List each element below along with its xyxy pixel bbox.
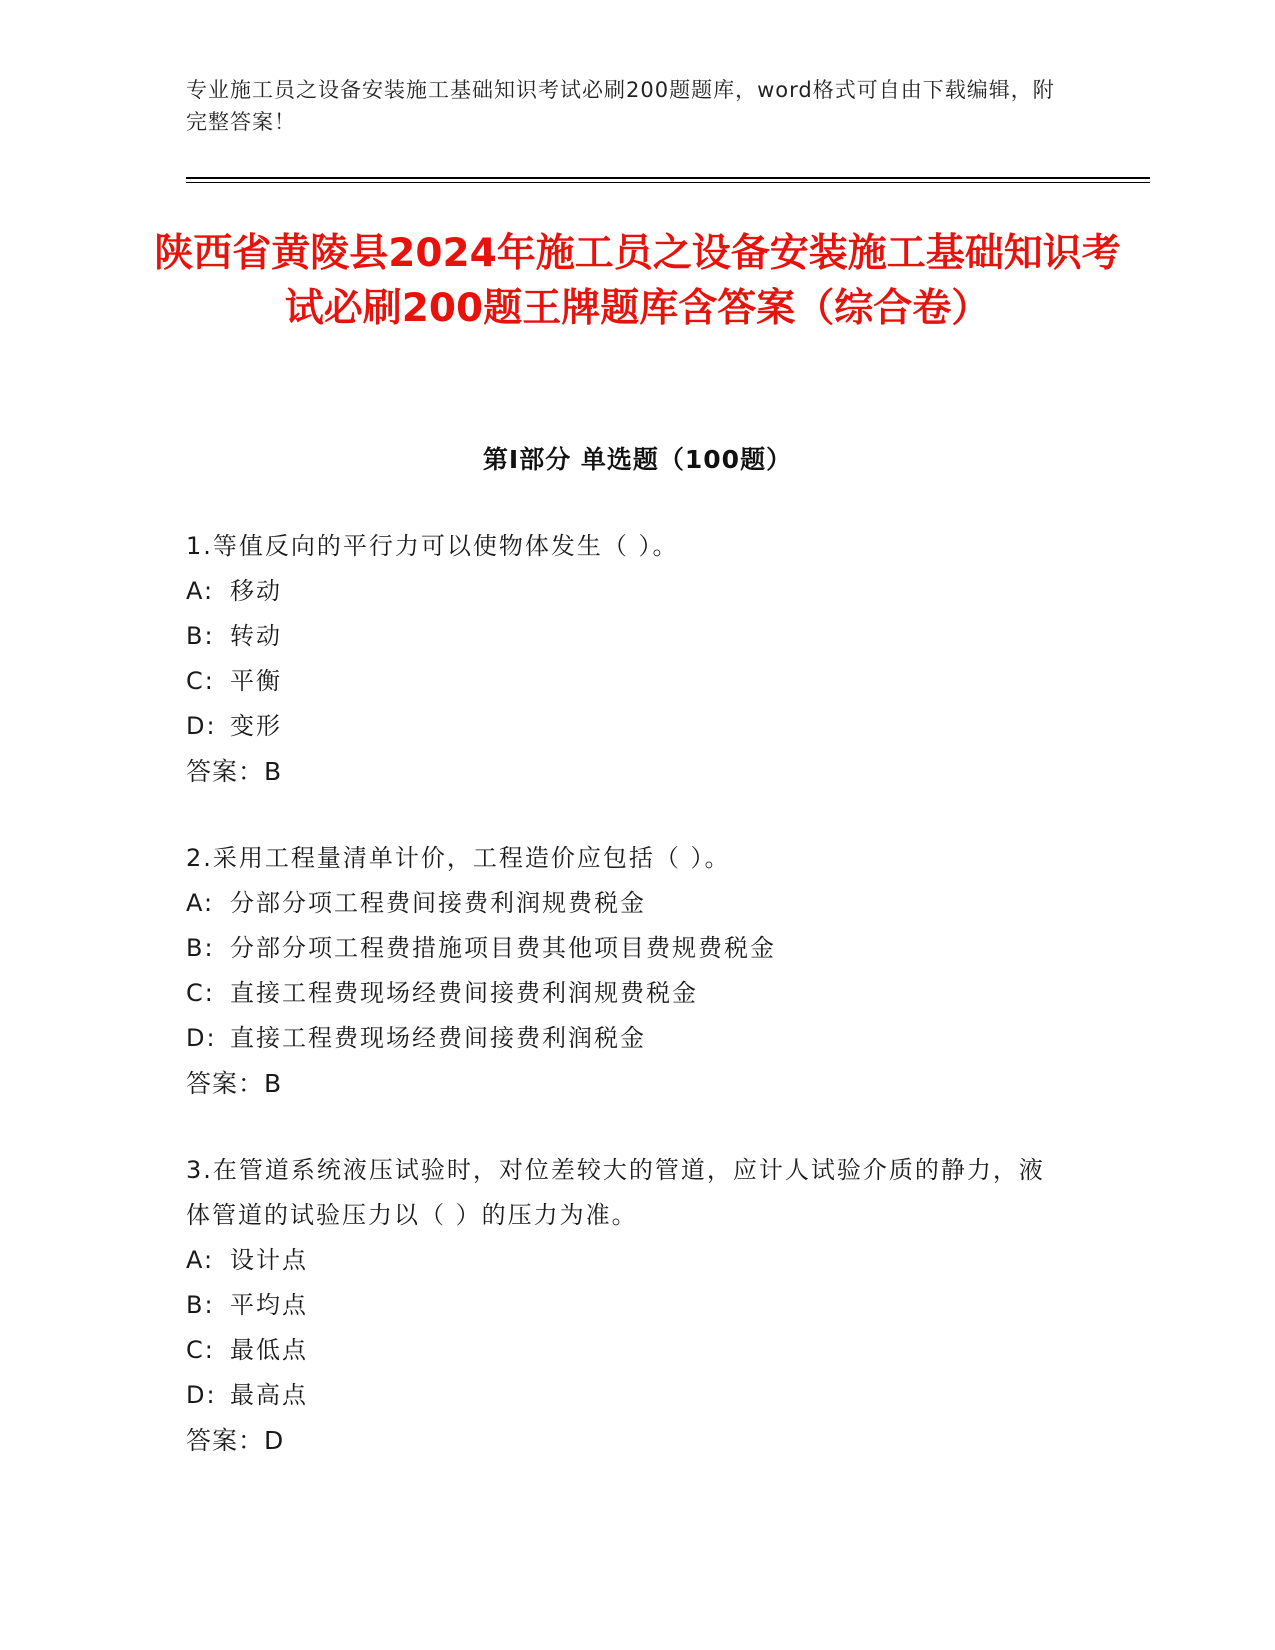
answer-line: 答案：D xyxy=(186,1426,285,1455)
option-key: C: xyxy=(186,667,215,695)
question-stem: 3.在管道系统液压试验时，对位差较大的管道，应计人试验介质的静力，液体管道的试验压力以（ ）的压力为准。 xyxy=(186,1156,1045,1229)
option-key: C: xyxy=(186,1336,215,1364)
question-stem: 1.等值反向的平行力可以使物体发生（ ）。 xyxy=(186,532,679,560)
option-c xyxy=(186,659,1066,704)
option-key: D: xyxy=(186,1024,217,1052)
option-b xyxy=(186,614,1066,659)
option-d xyxy=(186,1016,1066,1061)
option-b xyxy=(186,1283,1066,1328)
option-a xyxy=(186,1238,1066,1283)
option-text: 设计点 xyxy=(230,1246,308,1274)
option-text: 转动 xyxy=(230,622,282,650)
option-c xyxy=(186,971,1066,1016)
question-list xyxy=(186,524,1066,1463)
section-heading: 第I部分 单选题（100题） xyxy=(482,445,793,474)
option-text: 分部分项工程费措施项目费其他项目费规费税金 xyxy=(230,934,776,962)
option-key: A: xyxy=(186,577,215,605)
option-key: D: xyxy=(186,712,217,740)
option-text: 平均点 xyxy=(230,1291,308,1319)
question-stem: 2.采用工程量清单计价，工程造价应包括（ ）。 xyxy=(186,844,731,872)
option-text: 分部分项工程费间接费利润规费税金 xyxy=(230,889,646,917)
header-rule-thick xyxy=(186,177,1150,179)
header-note: 专业施工员之设备安装施工基础知识考试必刷200题题库，word格式可自由下载编辑，附完整答案！ xyxy=(186,78,1055,134)
option-key: B: xyxy=(186,934,215,962)
header-rule-thin xyxy=(186,182,1150,183)
option-key: C: xyxy=(186,979,215,1007)
option-text: 最高点 xyxy=(230,1381,308,1409)
option-key: D: xyxy=(186,1381,217,1409)
option-d xyxy=(186,704,1066,749)
option-key: A: xyxy=(186,1246,215,1274)
option-c xyxy=(186,1328,1066,1373)
option-key: B: xyxy=(186,622,215,650)
option-a xyxy=(186,881,1066,926)
option-a xyxy=(186,569,1066,614)
option-text: 最低点 xyxy=(230,1336,308,1364)
option-d xyxy=(186,1373,1066,1418)
option-text: 直接工程费现场经费间接费利润税金 xyxy=(230,1024,646,1052)
option-text: 直接工程费现场经费间接费利润规费税金 xyxy=(230,979,698,1007)
option-b xyxy=(186,926,1066,971)
option-key: A: xyxy=(186,889,215,917)
answer-line: 答案：B xyxy=(186,1069,283,1098)
option-text: 变形 xyxy=(230,712,282,740)
option-key: B: xyxy=(186,1291,215,1319)
question-1 xyxy=(186,524,1066,794)
document-title: 陕西省黄陵县2024年施工员之设备安装施工基础知识考试必刷200题王牌题库含答案（综合卷） xyxy=(154,231,1121,331)
option-text: 移动 xyxy=(230,577,282,605)
question-3 xyxy=(186,1148,1066,1463)
answer-line: 答案：B xyxy=(186,757,283,786)
option-text: 平衡 xyxy=(230,667,282,695)
question-2 xyxy=(186,836,1066,1106)
